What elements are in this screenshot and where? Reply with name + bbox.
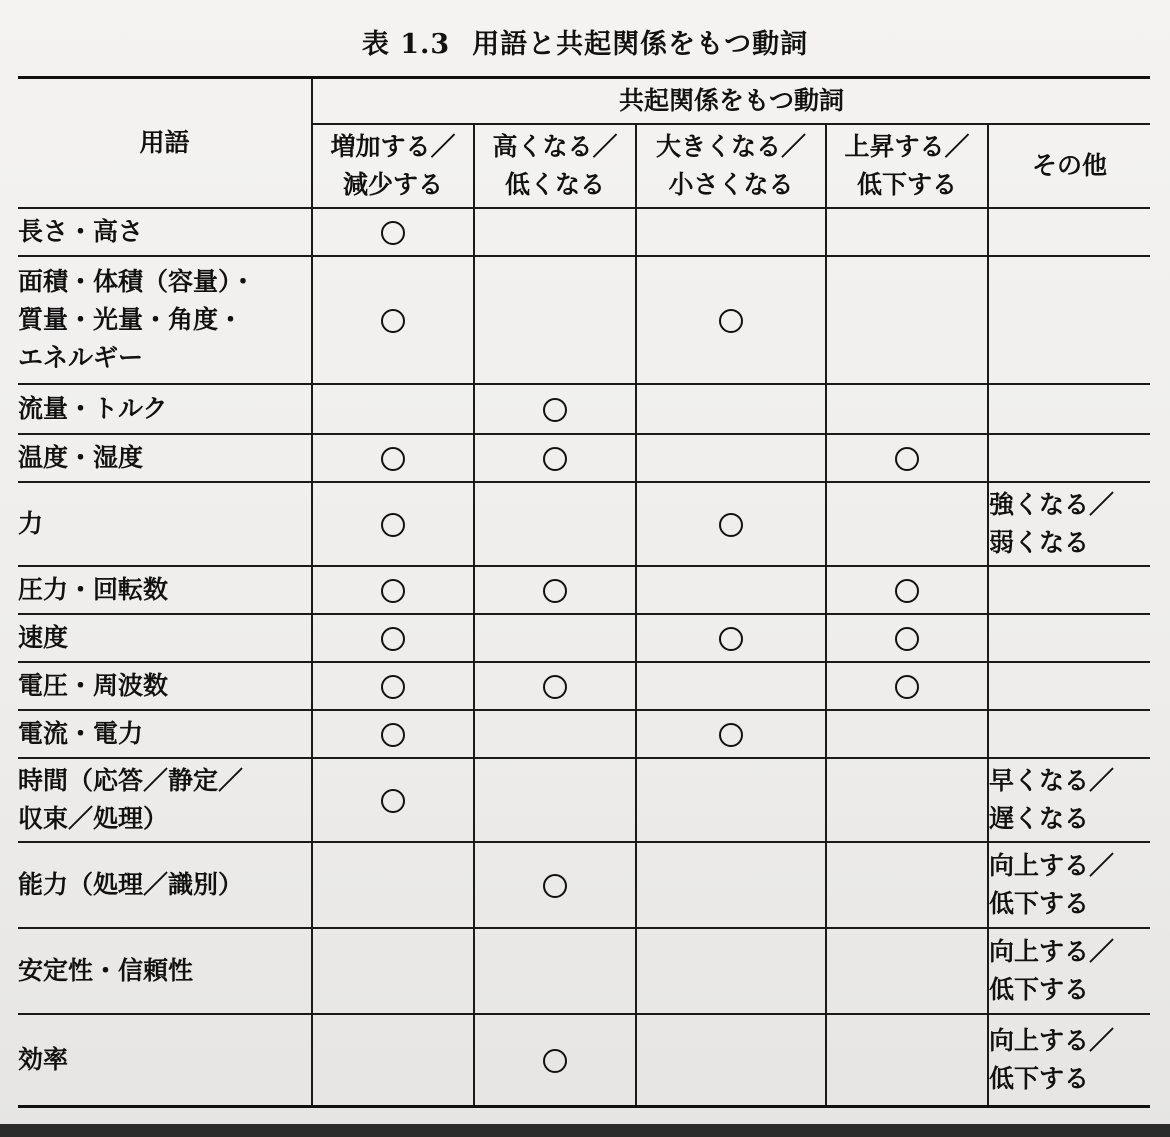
- table-row: [18, 208, 1150, 256]
- other-verb-cell: [988, 662, 1150, 710]
- circle-mark-icon: [543, 874, 567, 898]
- term-cell: [18, 842, 312, 928]
- mark-bigger-cell: [636, 482, 826, 566]
- mark-increase-cell: [312, 662, 474, 710]
- other-verb-text: 向上する／: [989, 851, 1115, 880]
- mark-increase-cell: [312, 842, 474, 928]
- circle-mark-icon: [381, 789, 405, 813]
- term-text: 長さ・高さ: [18, 217, 144, 246]
- other-verb-text: 強くなる／: [989, 490, 1115, 519]
- mark-rise-cell: [826, 614, 988, 662]
- mark-rise-cell: [826, 384, 988, 434]
- other-verb-cell: [988, 842, 1150, 928]
- table-row: [18, 662, 1150, 710]
- mark-bigger-cell: [636, 710, 826, 758]
- term-cell: [18, 662, 312, 710]
- header-verb-higher: 高くなる／ 低くなる: [474, 124, 636, 208]
- term-text: 流量・トルク: [18, 394, 168, 423]
- mark-rise-cell: [826, 256, 988, 384]
- table-row: [18, 434, 1150, 482]
- header-verb-rise: 上昇する／ 低下する: [826, 124, 988, 208]
- mark-higher-cell: [474, 208, 636, 256]
- other-verb-text: 早くなる／: [989, 766, 1115, 795]
- circle-mark-icon: [895, 447, 919, 471]
- other-verb-text: 弱くなる: [989, 528, 1090, 557]
- other-verb-text: 向上する／: [989, 937, 1115, 966]
- circle-mark-icon: [719, 513, 743, 537]
- term-text: 質量・光量・角度・: [18, 305, 244, 334]
- term-text: 面積・体積（容量）・: [18, 267, 256, 296]
- circle-mark-icon: [381, 675, 405, 699]
- table-row: [18, 1014, 1150, 1106]
- mark-increase-cell: [312, 256, 474, 384]
- mark-rise-cell: [826, 842, 988, 928]
- table-title: 用語と共起関係をもつ動詞: [472, 29, 809, 60]
- term-text: 速度: [18, 623, 69, 652]
- circle-mark-icon: [719, 723, 743, 747]
- term-text: エネルギー: [18, 343, 144, 372]
- circle-mark-icon: [381, 627, 405, 651]
- table-row: [18, 256, 1150, 384]
- other-verb-cell: [988, 256, 1150, 384]
- mark-higher-cell: [474, 434, 636, 482]
- mark-increase-cell: [312, 928, 474, 1014]
- mark-bigger-cell: [636, 928, 826, 1014]
- term-text: 電流・電力: [18, 719, 144, 748]
- mark-bigger-cell: [636, 614, 826, 662]
- mark-rise-cell: [826, 566, 988, 614]
- circle-mark-icon: [381, 579, 405, 603]
- table-row: [18, 384, 1150, 434]
- mark-bigger-cell: [636, 384, 826, 434]
- mark-rise-cell: [826, 758, 988, 842]
- mark-rise-cell: [826, 208, 988, 256]
- circle-mark-icon: [895, 627, 919, 651]
- mark-bigger-cell: [636, 662, 826, 710]
- circle-mark-icon: [719, 627, 743, 651]
- term-cell: [18, 758, 312, 842]
- mark-increase-cell: [312, 758, 474, 842]
- header-verb-group: 共起関係をもつ動詞: [312, 78, 1150, 125]
- page-edge-shadow: [0, 1124, 1170, 1137]
- mark-bigger-cell: [636, 758, 826, 842]
- mark-higher-cell: [474, 256, 636, 384]
- mark-higher-cell: [474, 710, 636, 758]
- mark-higher-cell: [474, 842, 636, 928]
- other-verb-text: 低下する: [989, 889, 1090, 918]
- term-cell: [18, 614, 312, 662]
- mark-increase-cell: [312, 482, 474, 566]
- term-text: 能力（処理／識別）: [18, 870, 244, 899]
- mark-rise-cell: [826, 434, 988, 482]
- term-text: 効率: [18, 1044, 69, 1074]
- other-verb-cell: [988, 566, 1150, 614]
- term-cell: [18, 384, 312, 434]
- mark-rise-cell: [826, 662, 988, 710]
- mark-increase-cell: [312, 1014, 474, 1106]
- header-verb-bigger: 大きくなる／ 小さくなる: [636, 124, 826, 208]
- mark-higher-cell: [474, 662, 636, 710]
- term-text: 時間（応答／静定／: [18, 766, 244, 795]
- mark-rise-cell: [826, 1014, 988, 1106]
- mark-higher-cell: [474, 928, 636, 1014]
- term-text: 力: [18, 509, 44, 538]
- term-cell: [18, 208, 312, 256]
- mark-bigger-cell: [636, 842, 826, 928]
- table-row: [18, 758, 1150, 842]
- mark-rise-cell: [826, 710, 988, 758]
- circle-mark-icon: [381, 447, 405, 471]
- mark-increase-cell: [312, 208, 474, 256]
- mark-bigger-cell: [636, 566, 826, 614]
- other-verb-cell: [988, 384, 1150, 434]
- term-text: 安定性・信頼性: [18, 956, 194, 985]
- other-verb-text: 低下する: [989, 1063, 1090, 1093]
- mark-bigger-cell: [636, 434, 826, 482]
- mark-bigger-cell: [636, 256, 826, 384]
- mark-higher-cell: [474, 1014, 636, 1106]
- header-verb-other: その他: [988, 124, 1150, 208]
- table-row: [18, 928, 1150, 1014]
- circle-mark-icon: [543, 398, 567, 422]
- term-cell: [18, 256, 312, 384]
- mark-increase-cell: [312, 566, 474, 614]
- term-text: 圧力・回転数: [18, 575, 169, 604]
- term-cell: [18, 434, 312, 482]
- other-verb-cell: [988, 1014, 1150, 1106]
- mark-increase-cell: [312, 434, 474, 482]
- term-cell: [18, 482, 312, 566]
- other-verb-cell: [988, 758, 1150, 842]
- mark-higher-cell: [474, 384, 636, 434]
- circle-mark-icon: [381, 513, 405, 537]
- term-cell: [18, 1014, 312, 1106]
- table-row: [18, 710, 1150, 758]
- term-text: 電圧・周波数: [18, 671, 169, 700]
- circle-mark-icon: [719, 309, 743, 333]
- circle-mark-icon: [895, 675, 919, 699]
- table-number: 表 1.3: [361, 29, 451, 60]
- term-text: 収束／処理）: [18, 804, 169, 833]
- circle-mark-icon: [381, 309, 405, 333]
- mark-bigger-cell: [636, 208, 826, 256]
- circle-mark-icon: [543, 447, 567, 471]
- header-verb-increase: 増加する／ 減少する: [312, 124, 474, 208]
- cooccurrence-table: [18, 76, 1150, 1108]
- mark-increase-cell: [312, 384, 474, 434]
- other-verb-cell: [988, 710, 1150, 758]
- term-cell: [18, 710, 312, 758]
- mark-higher-cell: [474, 614, 636, 662]
- mark-higher-cell: [474, 566, 636, 614]
- other-verb-cell: [988, 614, 1150, 662]
- other-verb-text: 遅くなる: [989, 804, 1090, 833]
- circle-mark-icon: [381, 723, 405, 747]
- table-row: [18, 482, 1150, 566]
- mark-increase-cell: [312, 710, 474, 758]
- mark-rise-cell: [826, 928, 988, 1014]
- table-caption: [0, 22, 1170, 61]
- table-row: [18, 842, 1150, 928]
- mark-bigger-cell: [636, 1014, 826, 1106]
- mark-higher-cell: [474, 482, 636, 566]
- circle-mark-icon: [381, 221, 405, 245]
- other-verb-cell: [988, 482, 1150, 566]
- table-body: [18, 208, 1150, 1106]
- table-header: [18, 78, 1150, 209]
- other-verb-cell: [988, 208, 1150, 256]
- term-text: 温度・湿度: [18, 443, 144, 472]
- term-cell: [18, 928, 312, 1014]
- circle-mark-icon: [895, 579, 919, 603]
- other-verb-text: 低下する: [989, 975, 1090, 1004]
- term-cell: [18, 566, 312, 614]
- other-verb-text: 向上する／: [989, 1025, 1115, 1055]
- circle-mark-icon: [543, 1049, 567, 1073]
- mark-higher-cell: [474, 758, 636, 842]
- header-term: 用語: [18, 78, 312, 209]
- table-row: [18, 614, 1150, 662]
- other-verb-cell: [988, 928, 1150, 1014]
- mark-rise-cell: [826, 482, 988, 566]
- other-verb-cell: [988, 434, 1150, 482]
- circle-mark-icon: [543, 579, 567, 603]
- circle-mark-icon: [543, 675, 567, 699]
- table-row: [18, 566, 1150, 614]
- mark-increase-cell: [312, 614, 474, 662]
